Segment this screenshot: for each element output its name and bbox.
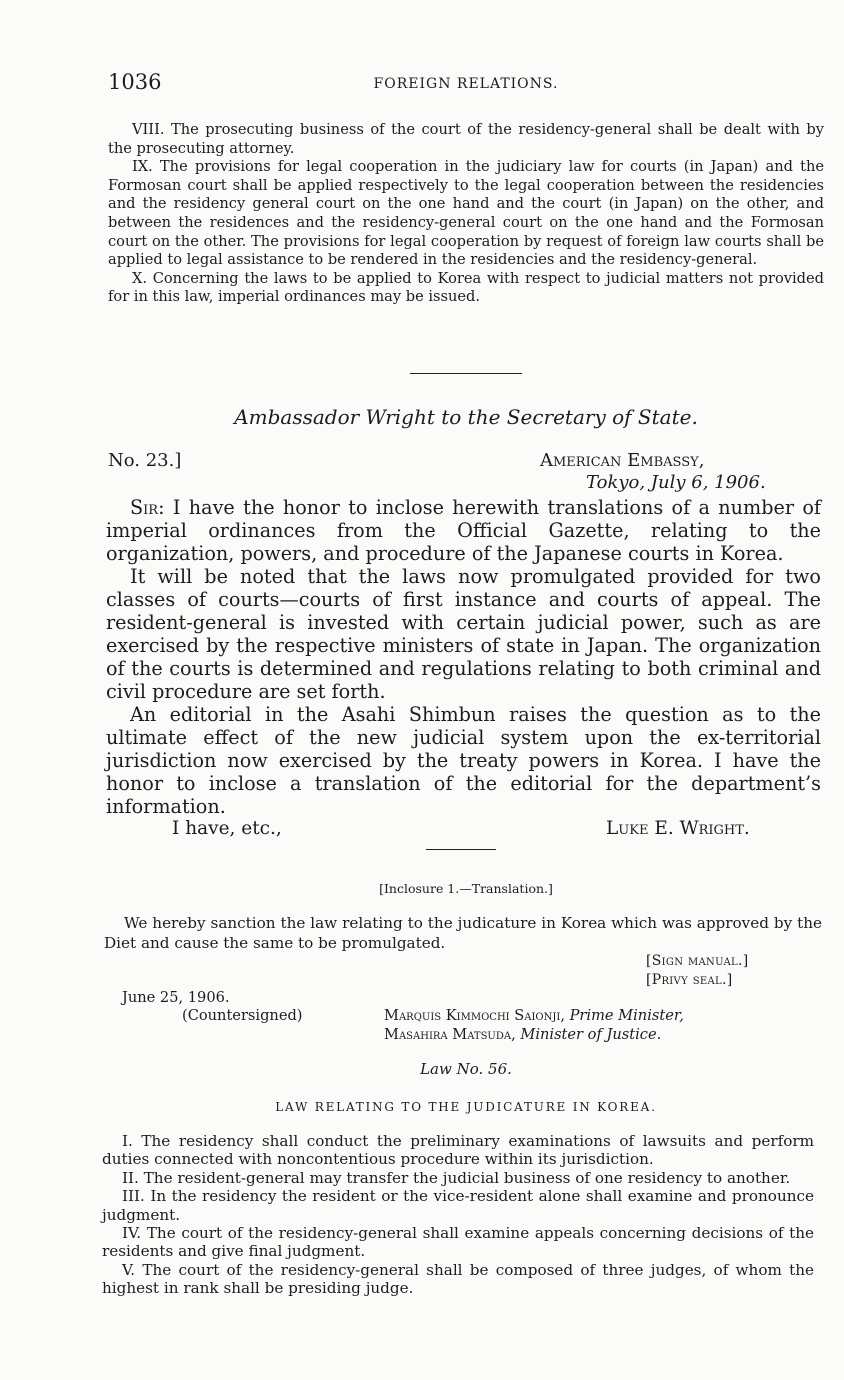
letter-paragraph-2: It will be noted that the laws now promulgated provided for two classes of courts—courts of first instance and courts of appeal. The resident-general is invested with certain judicial power, such as are exercised by the respective ministers of state in Japan. The organization of the courts is determined and regulations relating to both criminal and civil procedure are set forth. [106,565,821,703]
privy-seal: [Privy seal.] [646,972,733,988]
section-divider [426,849,496,850]
law-article-ii: II. The resident-general may transfer the judicial business of one residency to another. [122,1168,791,1187]
page-number: 1036 [108,70,162,94]
letter-paragraph-3: An editorial in the Asahi Shimbun raises the question as to the ultimate effect of the new judicial system upon the ex-territorial jurisdiction now exercised by the treaty powers in Korea. I have the honor to inclose a translation of the editorial for the department’s information. [106,703,821,818]
sign-manual: [Sign manual.] [646,953,749,969]
law-article-v: V. The court of the residency-general shall be composed of three judges, of whom the highest in rank shall be presiding judge. [102,1260,814,1298]
inclosure-heading: [Inclosure 1.—Translation.] [379,881,553,896]
law-title: LAW RELATING TO THE JUDICATURE IN KOREA. [275,1100,657,1114]
law-number: Law No. 56. [420,1060,512,1078]
article-viii: VIII. The prosecuting business of the court of the residency-general shall be dealt with by the prosecuting attorney. [108,121,824,157]
document-number: No. 23.] [108,450,182,471]
section-divider [410,373,522,374]
sanction-date: June 25, 1906. [122,989,230,1006]
letter-closing: I have, etc., [172,818,282,839]
letter-title: Ambassador Wright to the Secretary of State. [234,405,698,429]
law-article-iii: III. In the residency the resident or the vice-resident alone shall examine and pronounce judgment. [102,1187,814,1224]
continuation-articles [108,121,824,307]
signer-minister-justice: Masahira Matsuda, Minister of Justice. [384,1026,662,1043]
page-header [108,70,824,100]
letter-signature: Luke E. Wright. [606,818,750,839]
article-ix: IX. The provisions for legal cooperation in the judiciary law for courts (in Japan) and the Formosan court shall be applied respectively to the legal cooperation between the residencies and the residency general court on the one hand and the court (in Japan) on the other, and between the residences and the residency-general court on the one hand and the Formosan court on the other. The provisions for legal cooperation by request of foreign law courts shall be applied to legal assistance to be rendered in the residencies and the residency-general. [108,158,824,269]
letter-body [106,496,821,818]
running-title: FOREIGN RELATIONS. [373,76,559,92]
salutation: Sir [130,496,159,519]
sanction-text: We hereby sanction the law relating to the judicature in Korea which was approved by the Diet and cause the same to be promulgated. [104,914,822,952]
letter-place: American Embassy, [540,450,705,471]
article-x: X. Concerning the laws to be applied to Korea with respect to judicial matters not provided for in this law, imperial ordinances may be issued. [108,269,824,306]
law-article-i: I. The residency shall conduct the preliminary examinations of lawsuits and perform duties connected with noncontentious procedure within its jurisdiction. [102,1132,814,1169]
letter-paragraph-1: Sir: I have the honor to inclose herewith translations of a number of imperial ordinances from the Official Gazette, relating to the organization, powers, and procedure of the Japanese courts in Korea. [106,496,821,565]
signer-prime-minister: Marquis Kimmochi Saionji, Prime Minister, [384,1007,684,1024]
countersigned-label: (Countersigned) [182,1007,303,1024]
law-article-iv: IV. The court of the residency-general shall examine appeals concerning decisions of the residents and give final judgment. [102,1224,814,1261]
letter-date: Tokyo, July 6, 1906. [586,472,766,493]
law-articles [102,1132,814,1298]
